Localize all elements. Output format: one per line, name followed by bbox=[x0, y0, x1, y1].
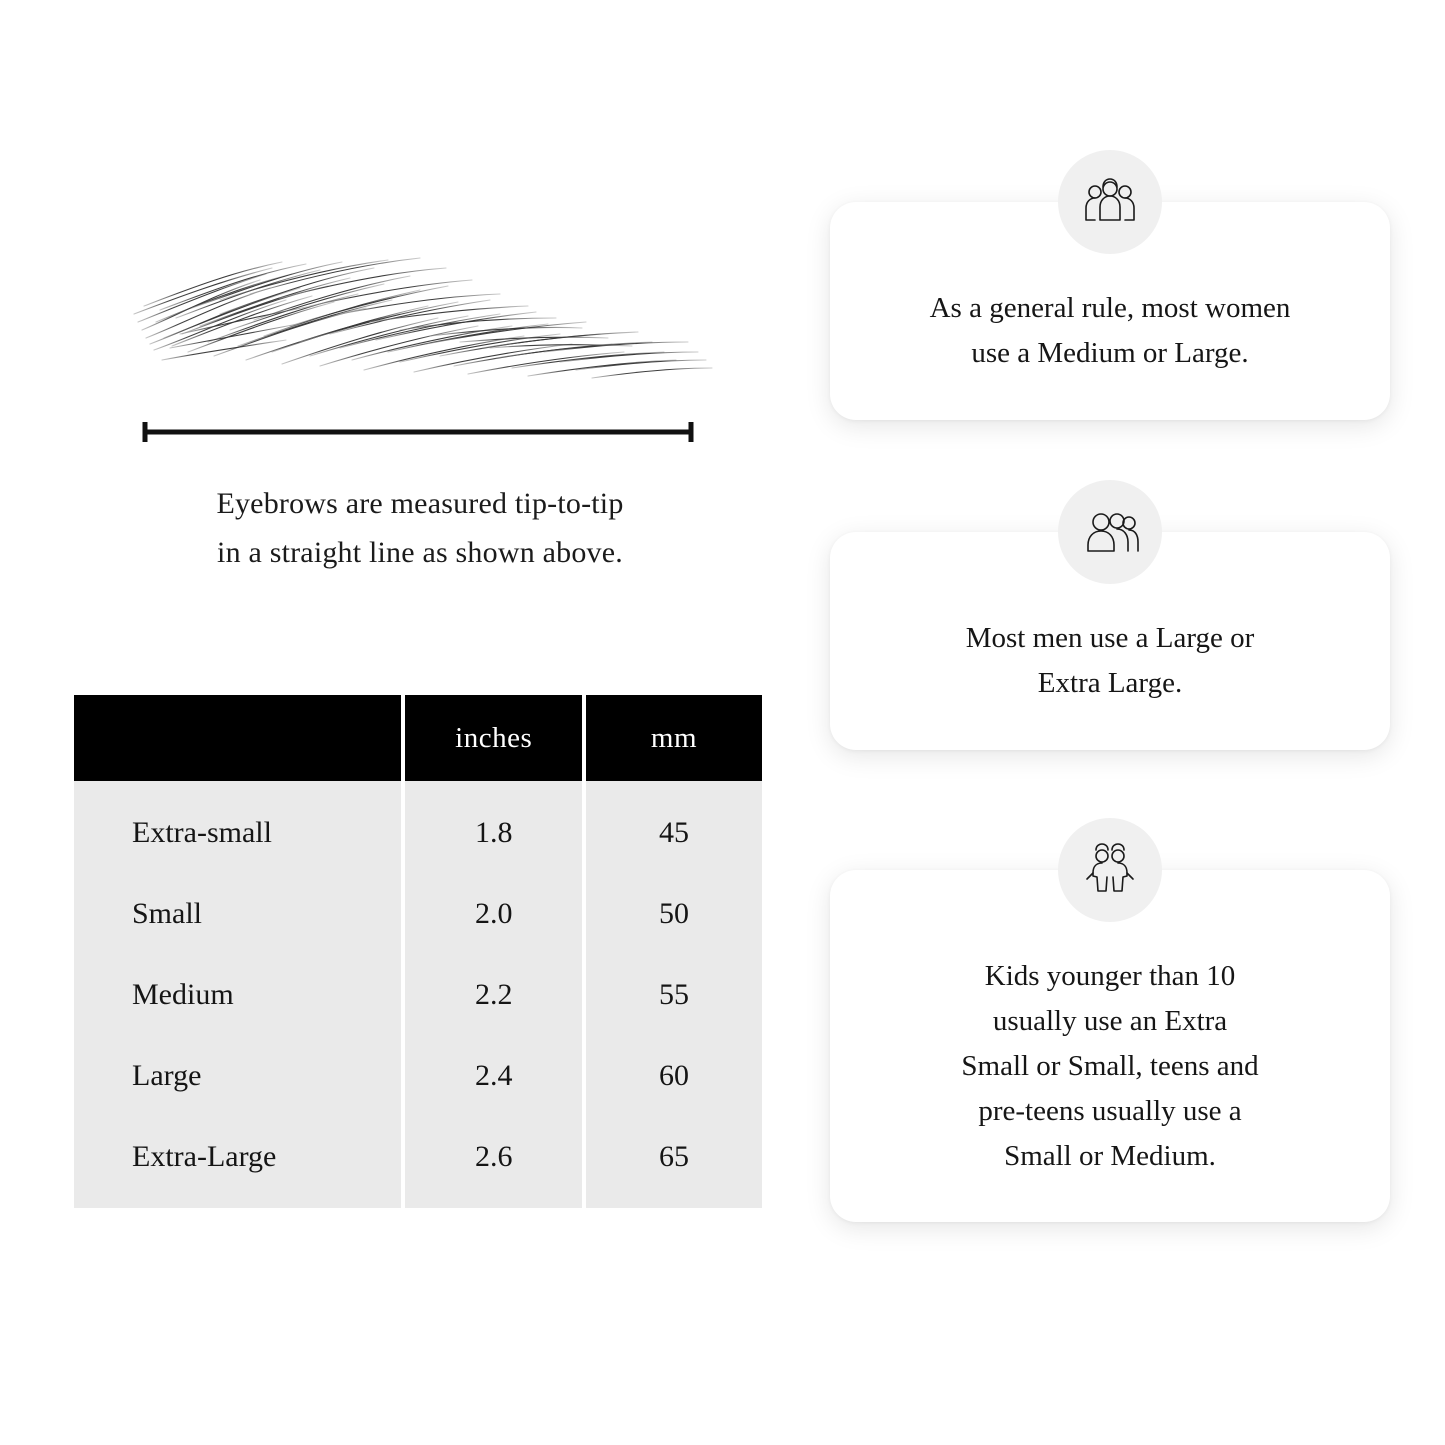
card-women-line-2: use a Medium or Large. bbox=[971, 336, 1249, 369]
card-kids-line-4: pre-teens usually use a bbox=[978, 1094, 1242, 1127]
card-men bbox=[830, 532, 1390, 750]
row-mm-value: 45 bbox=[586, 781, 762, 873]
row-inches-value: 2.4 bbox=[405, 1035, 582, 1116]
table-header-inches: inches bbox=[405, 695, 582, 781]
card-kids-line-1: Kids younger than 10 bbox=[984, 959, 1236, 992]
measurement-bar-icon bbox=[140, 420, 696, 444]
guidance-cards bbox=[830, 150, 1390, 1268]
table-header-row bbox=[74, 695, 762, 781]
table-row bbox=[74, 1116, 762, 1208]
size-table bbox=[70, 695, 766, 1208]
card-women-line-1: As a general rule, most women bbox=[929, 292, 1291, 324]
table-row bbox=[74, 781, 762, 873]
row-size-label: Extra-Large bbox=[74, 1116, 401, 1208]
table-row bbox=[74, 873, 762, 954]
eyebrow-illustration-icon bbox=[120, 210, 720, 390]
row-size-label: Extra-small bbox=[74, 781, 401, 873]
row-mm-value: 55 bbox=[586, 954, 762, 1035]
measurement-caption bbox=[70, 480, 770, 577]
card-kids-line-5: Small or Medium. bbox=[1004, 1139, 1216, 1172]
row-inches-value: 2.6 bbox=[405, 1116, 582, 1208]
caption-line-2: in a straight line as shown above. bbox=[217, 535, 623, 569]
row-inches-value: 2.0 bbox=[405, 873, 582, 954]
row-size-label: Medium bbox=[74, 954, 401, 1035]
kids-group-icon bbox=[1058, 818, 1162, 922]
row-mm-value: 50 bbox=[586, 873, 762, 954]
row-inches-value: 1.8 bbox=[405, 781, 582, 873]
card-kids-body bbox=[830, 870, 1390, 1223]
row-mm-value: 65 bbox=[586, 1116, 762, 1208]
table-row bbox=[74, 954, 762, 1035]
table-header-mm: mm bbox=[586, 695, 762, 781]
card-men-line-2: Extra Large. bbox=[1037, 666, 1183, 699]
men-group-icon bbox=[1058, 480, 1162, 584]
caption-line-1: Eyebrows are measured tip-to-tip bbox=[216, 487, 624, 520]
card-kids-line-3: Small or Small, teens and bbox=[961, 1049, 1259, 1082]
women-group-icon bbox=[1058, 150, 1162, 254]
card-women bbox=[830, 202, 1390, 420]
card-kids bbox=[830, 870, 1390, 1223]
row-inches-value: 2.2 bbox=[405, 954, 582, 1035]
card-men-line-1: Most men use a Large or bbox=[965, 621, 1255, 654]
eyebrow-figure bbox=[70, 150, 770, 470]
table-row bbox=[74, 1035, 762, 1116]
measurement-section bbox=[70, 150, 770, 577]
row-size-label: Large bbox=[74, 1035, 401, 1116]
row-size-label: Small bbox=[74, 873, 401, 954]
card-kids-line-2: usually use an Extra bbox=[992, 1004, 1228, 1037]
row-mm-value: 60 bbox=[586, 1035, 762, 1116]
table-header-size bbox=[74, 695, 401, 781]
